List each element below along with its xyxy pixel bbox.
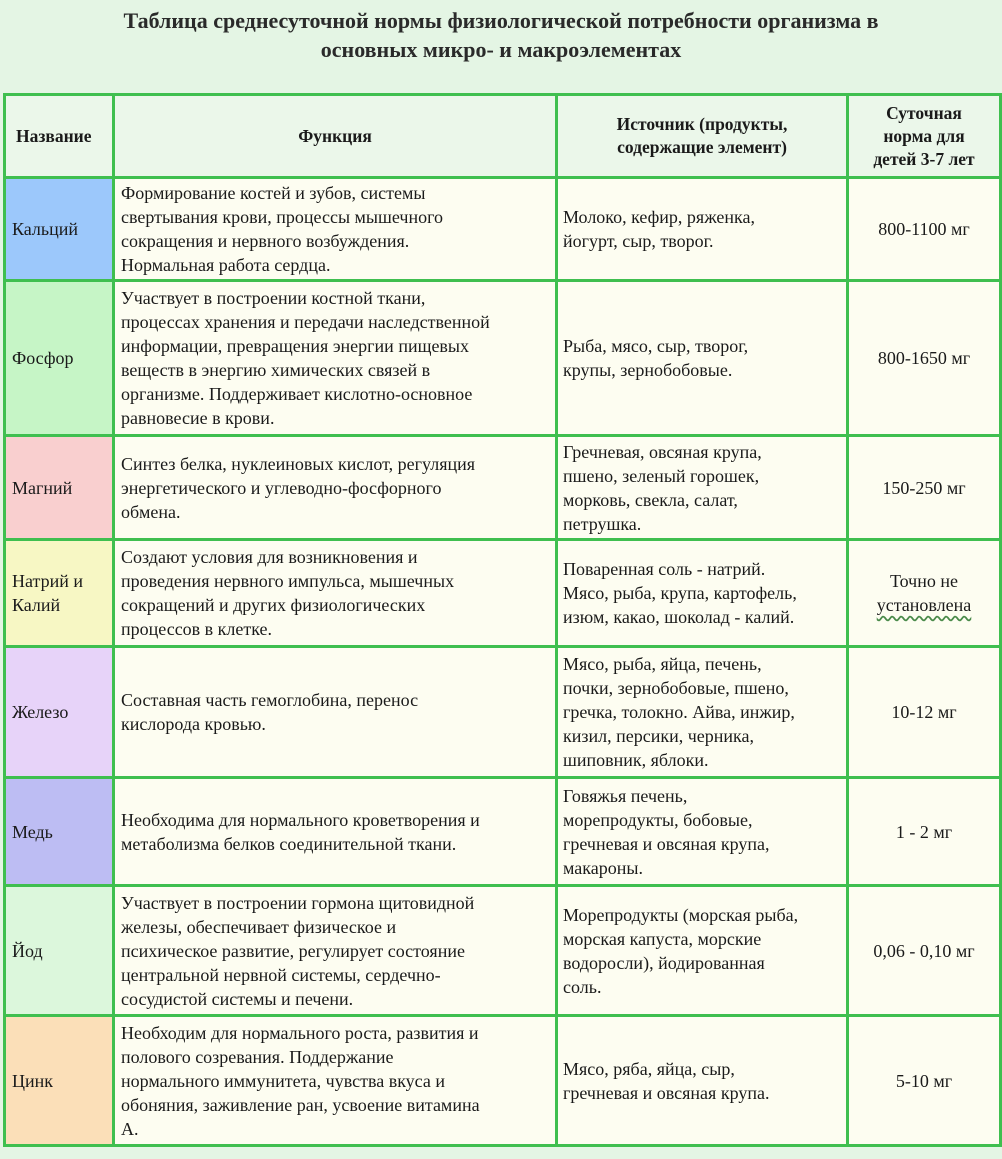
- function-cell: [114, 540, 557, 647]
- function-line: информации, превращения энергии пищевых: [121, 336, 470, 356]
- function-line: Синтез белка, нуклеиновых кислот, регуляция: [121, 453, 476, 474]
- function-line: обмена.: [121, 501, 181, 522]
- function-line: метаболизма белков соединительной ткани.: [121, 833, 457, 854]
- function-line: процессах хранения и передачи наследственной: [121, 312, 490, 332]
- source-line: петрушка.: [563, 513, 642, 534]
- element-name-line: Йод: [12, 940, 43, 961]
- function-line: энергетического и углеводно-фосфорного: [121, 477, 442, 498]
- element-name-cell: [5, 1016, 114, 1146]
- source-line: кизил, персики, черника,: [563, 726, 754, 746]
- source-line: пшено, зеленый горошек,: [563, 465, 760, 486]
- function-line: организме. Поддерживает кислотно-основное: [121, 384, 473, 404]
- table-row: [5, 886, 1001, 1016]
- function-line: А.: [121, 1118, 139, 1139]
- function-line: веществ в энергию химических связей в: [121, 360, 431, 380]
- function-line: Формирование костей и зубов, системы: [121, 183, 426, 203]
- source-cell: [557, 178, 848, 281]
- function-cell: [114, 1016, 557, 1146]
- norm-cell: [848, 281, 1001, 436]
- norm-cell: [848, 1016, 1001, 1146]
- table-header-row: [5, 95, 1001, 178]
- table-row: [5, 540, 1001, 647]
- element-name-line: Калий: [12, 595, 61, 615]
- function-line: Составная часть гемоглобина, перенос: [121, 690, 419, 710]
- norm-line: 5-10 мг: [895, 1070, 953, 1091]
- source-line: почки, зернобобовые, пшено,: [563, 678, 789, 698]
- source-line: шиповник, яблоки.: [563, 750, 709, 770]
- function-line: проведения нервного импульса, мышечных: [121, 571, 455, 591]
- norm-line: 800-1100 мг: [878, 219, 970, 239]
- title-line-2: основных микро- и макроэлементах: [320, 37, 682, 62]
- header-function: Функция: [114, 95, 557, 178]
- function-line: процессов в клетке.: [121, 619, 273, 639]
- element-name-line: Кальций: [12, 219, 79, 239]
- function-line: свертывания крови, процессы мышечного: [121, 207, 444, 227]
- function-line: Создают условия для возникновения и: [121, 547, 418, 567]
- source-line: Мясо, рыба, крупа, картофель,: [563, 583, 797, 603]
- function-line: Необходима для нормального кроветворения и: [121, 809, 480, 830]
- header-source: [557, 95, 848, 178]
- element-name-cell: [5, 178, 114, 281]
- function-line: сокращений и других физиологических: [121, 595, 426, 615]
- function-cell: [114, 778, 557, 886]
- function-cell: [114, 886, 557, 1016]
- function-line: нормального иммунитета, чувства вкуса и: [121, 1070, 446, 1091]
- source-line: морковь, свекла, салат,: [563, 489, 738, 510]
- header-source-line: содержащие элемент): [617, 137, 787, 157]
- source-cell: [557, 540, 848, 647]
- function-line: центральной нервной системы, сердечно-: [121, 964, 441, 985]
- header-norm-line: Суточная: [886, 102, 962, 123]
- header-name: Название: [5, 95, 114, 178]
- element-name-cell: [5, 778, 114, 886]
- element-name-cell: [5, 647, 114, 778]
- source-line: Поваренная соль - натрий.: [563, 559, 766, 579]
- table-row: [5, 436, 1001, 540]
- norm-line: Точно не: [890, 571, 958, 591]
- source-line: Говяжья печень,: [563, 785, 688, 806]
- element-name-line: Магний: [12, 477, 73, 498]
- source-line: Мясо, рыба, яйца, печень,: [563, 654, 762, 674]
- function-cell: [114, 281, 557, 436]
- source-cell: [557, 778, 848, 886]
- source-line: йогурт, сыр, творог.: [563, 231, 714, 251]
- source-line: крупы, зернобобовые.: [563, 360, 733, 380]
- elements-table: [3, 93, 1002, 1147]
- source-cell: [557, 281, 848, 436]
- page-title: [0, 6, 1002, 64]
- norm-line: установлена: [876, 595, 972, 615]
- source-line: морепродукты, бобовые,: [563, 809, 753, 830]
- norm-cell: [848, 540, 1001, 647]
- function-line: сокращения и нервного возбуждения.: [121, 231, 410, 251]
- function-line: кислорода кровью.: [121, 714, 266, 734]
- source-line: гречневая и овсяная крупа.: [563, 1082, 770, 1103]
- table-row: [5, 647, 1001, 778]
- element-name-cell: [5, 540, 114, 647]
- norm-line: 150-250 мг: [882, 477, 966, 498]
- function-line: равновесие в крови.: [121, 408, 275, 428]
- element-name-line: Фосфор: [12, 348, 74, 368]
- norm-cell: [848, 647, 1001, 778]
- element-name-line: Медь: [12, 821, 53, 842]
- header-norm: [848, 95, 1001, 178]
- header-norm-line: детей 3-7 лет: [873, 148, 975, 169]
- source-cell: [557, 436, 848, 540]
- function-line: сосудистой системы и печени.: [121, 988, 354, 1009]
- norm-cell: [848, 886, 1001, 1016]
- table-row: [5, 178, 1001, 281]
- source-line: гречка, толокно. Айва, инжир,: [563, 702, 795, 722]
- header-norm-line: норма для: [883, 125, 965, 146]
- norm-cell: [848, 778, 1001, 886]
- norm-line: 1 - 2 мг: [895, 821, 953, 842]
- norm-line: 0,06 - 0,10 мг: [873, 940, 975, 961]
- source-line: Рыба, мясо, сыр, творог,: [563, 336, 749, 356]
- element-name-cell: [5, 436, 114, 540]
- element-name-cell: [5, 886, 114, 1016]
- element-name-line: Железо: [12, 702, 69, 722]
- source-line: Мясо, ряба, яйца, сыр,: [563, 1058, 735, 1079]
- source-cell: [557, 886, 848, 1016]
- table-row: [5, 281, 1001, 436]
- title-line-1: Таблица среднесуточной нормы физиологической потребности организма в: [123, 8, 879, 33]
- element-name-line: Цинк: [12, 1070, 54, 1091]
- table-row: [5, 778, 1001, 886]
- function-line: психическое развитие, регулирует состояние: [121, 940, 465, 961]
- function-cell: [114, 436, 557, 540]
- function-cell: [114, 647, 557, 778]
- element-name-cell: [5, 281, 114, 436]
- function-line: Необходим для нормального роста, развития и: [121, 1022, 479, 1043]
- source-cell: [557, 647, 848, 778]
- source-cell: [557, 1016, 848, 1146]
- function-line: Нормальная работа сердца.: [121, 255, 331, 275]
- source-line: гречневая и овсяная крупа,: [563, 833, 770, 854]
- norm-cell: [848, 436, 1001, 540]
- source-line: соль.: [563, 976, 602, 997]
- source-line: Гречневая, овсяная крупа,: [563, 441, 762, 462]
- source-line: изюм, какао, шоколад - калий.: [563, 607, 795, 627]
- source-line: морская капуста, морские: [563, 928, 762, 949]
- source-line: Морепродукты (морская рыба,: [563, 904, 799, 925]
- element-name-line: Натрий и: [12, 571, 84, 591]
- norm-line: 10-12 мг: [891, 702, 957, 722]
- function-line: полового созревания. Поддержание: [121, 1046, 394, 1067]
- function-line: Участвует в построении гормона щитовидной: [121, 892, 475, 913]
- header-source-line: Источник (продукты,: [616, 114, 788, 134]
- function-line: обоняния, заживление ран, усвоение витамина: [121, 1094, 480, 1115]
- norm-line: 800-1650 мг: [877, 348, 971, 368]
- norm-cell: [848, 178, 1001, 281]
- table-row: [5, 1016, 1001, 1146]
- function-cell: [114, 178, 557, 281]
- function-line: Участвует в построении костной ткани,: [121, 288, 426, 308]
- function-line: железы, обеспечивает физическое и: [121, 916, 397, 937]
- source-line: Молоко, кефир, ряженка,: [563, 207, 755, 227]
- source-line: водоросли), йодированная: [563, 952, 765, 973]
- source-line: макароны.: [563, 857, 643, 878]
